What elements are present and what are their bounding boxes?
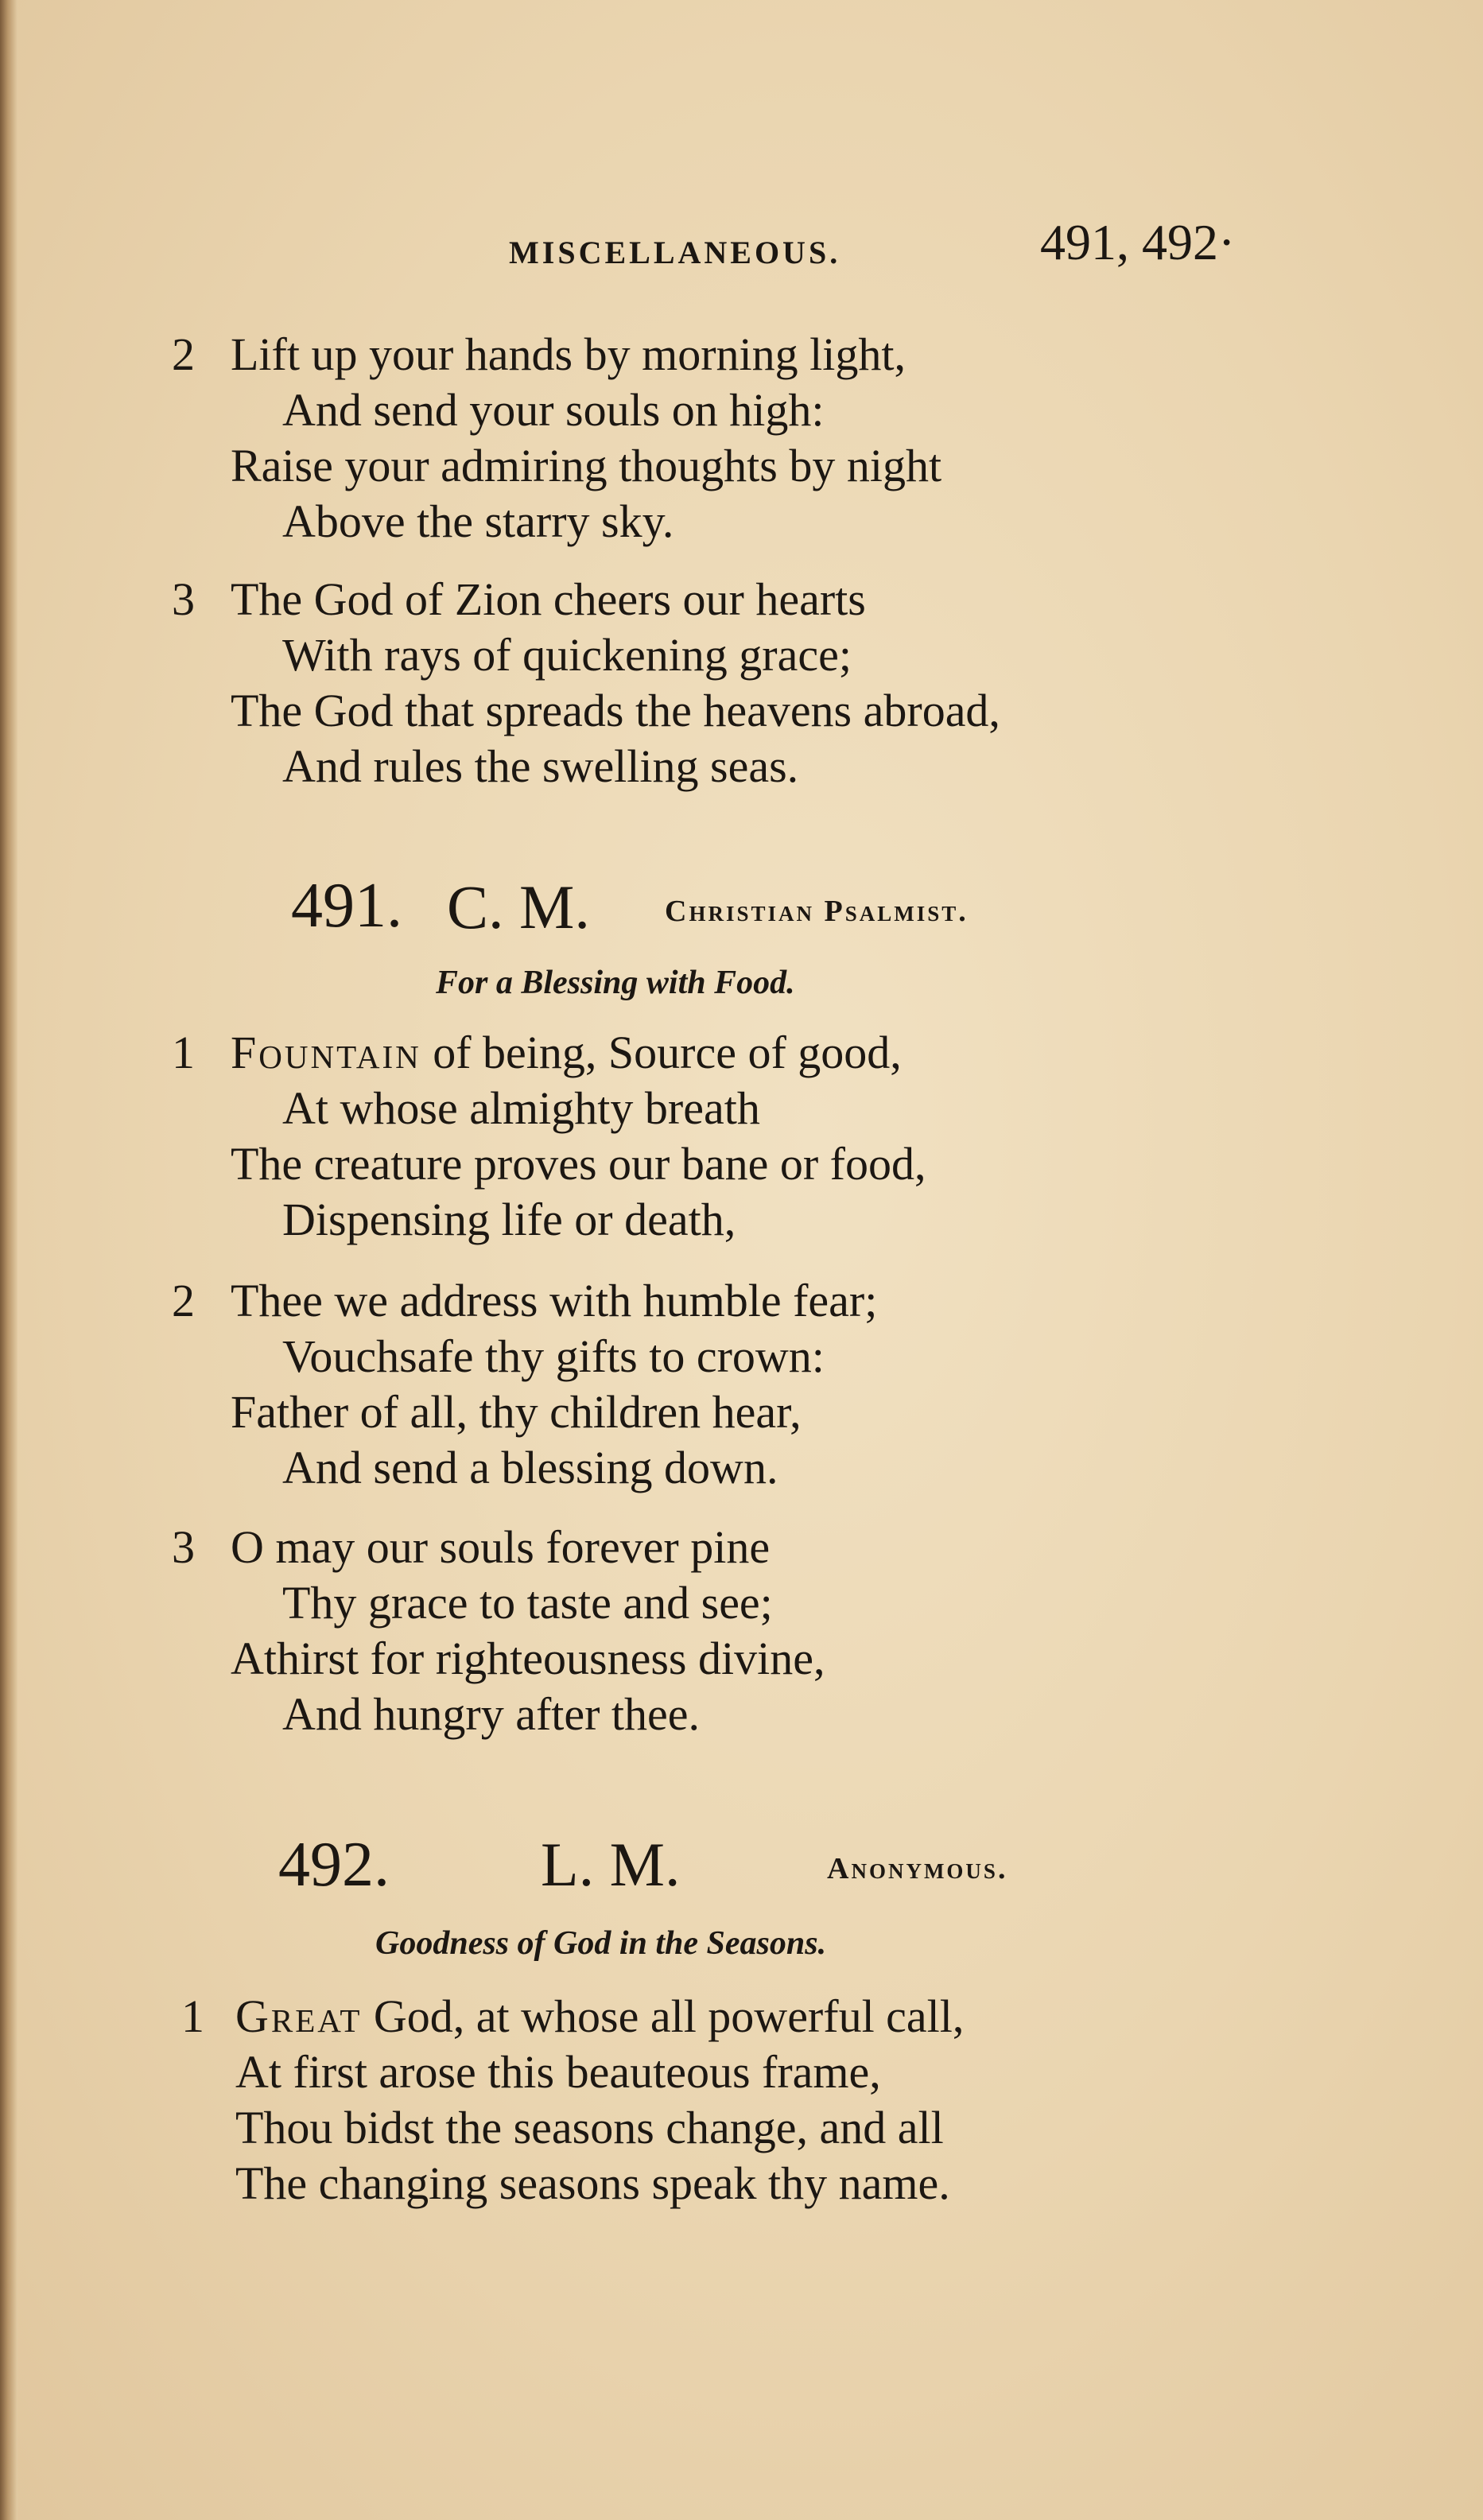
verse-line: Thy grace to taste and see; [282,1577,773,1629]
hymn-meter: L. M. [541,1830,681,1899]
verse-line: At first arose this beauteous frame, [235,2046,881,2098]
hymn-subject: For a Blessing with Food. [436,965,795,1001]
verse-number: 1 [172,1027,195,1078]
page-numbers: 491, 492· [1040,214,1236,270]
verse-number: 3 [172,1521,195,1573]
verse-line: Vouchsafe thy gifts to crown: [282,1330,825,1382]
verse-line: The God that spreads the heavens abroad, [231,685,1000,736]
hymn-author: Christian Psalmist. [665,895,969,928]
verse-line: The creature proves our bane or food, [231,1138,926,1190]
verse-first-rest: God, at whose all powerful call, [362,1990,965,2042]
verse-number: 2 [172,328,195,380]
verse-line-first [235,1990,964,2043]
hymn-author: Anonymous. [827,1852,1008,1885]
verse-first-word: Fountain [231,1027,421,1078]
verse-line: Father of all, thy children hear, [231,1386,802,1438]
verse-line: The changing seasons speak thy name. [235,2157,950,2209]
verse-line: O may our souls forever pine [231,1521,771,1573]
verse-line: And rules the swelling seas. [282,740,799,792]
hymn-number: 491. [291,871,402,941]
verse-number: 1 [181,1990,204,2042]
verse-line: And send your souls on high: [282,384,825,436]
verse-line: Lift up your hands by morning light, [231,328,906,380]
hymn-number: 492. [278,1830,390,1900]
verse-line: The God of Zion cheers our hearts [231,573,866,625]
verse-line: And hungry after thee. [282,1688,701,1740]
verse-line: Dispensing life or death, [282,1194,736,1245]
verse-line: Thou bidst the seasons change, and all [235,2102,944,2153]
verse-line: Above the starry sky. [282,495,674,547]
verse-first-rest: of being, Source of good, [421,1027,902,1078]
verse-number: 2 [172,1275,195,1326]
verse-line: At whose almighty breath [282,1082,760,1134]
verse-line: Raise your admiring thoughts by night [231,440,942,491]
verse-line-first [231,1026,902,1079]
hymn-meter: C. M. [447,872,590,942]
hymn-subject: Goodness of God in the Seasons. [375,1925,827,1962]
verse-line: And send a blessing down. [282,1442,778,1493]
running-title: MISCELLANEOUS. [509,235,841,270]
verse-line: Thee we address with humble fear; [231,1275,878,1326]
verse-first-word: Great [235,1990,363,2042]
verse-line: Athirst for righteousness divine, [231,1633,825,1684]
verse-number: 3 [172,573,195,625]
verse-line: With rays of quickening grace; [282,629,852,681]
